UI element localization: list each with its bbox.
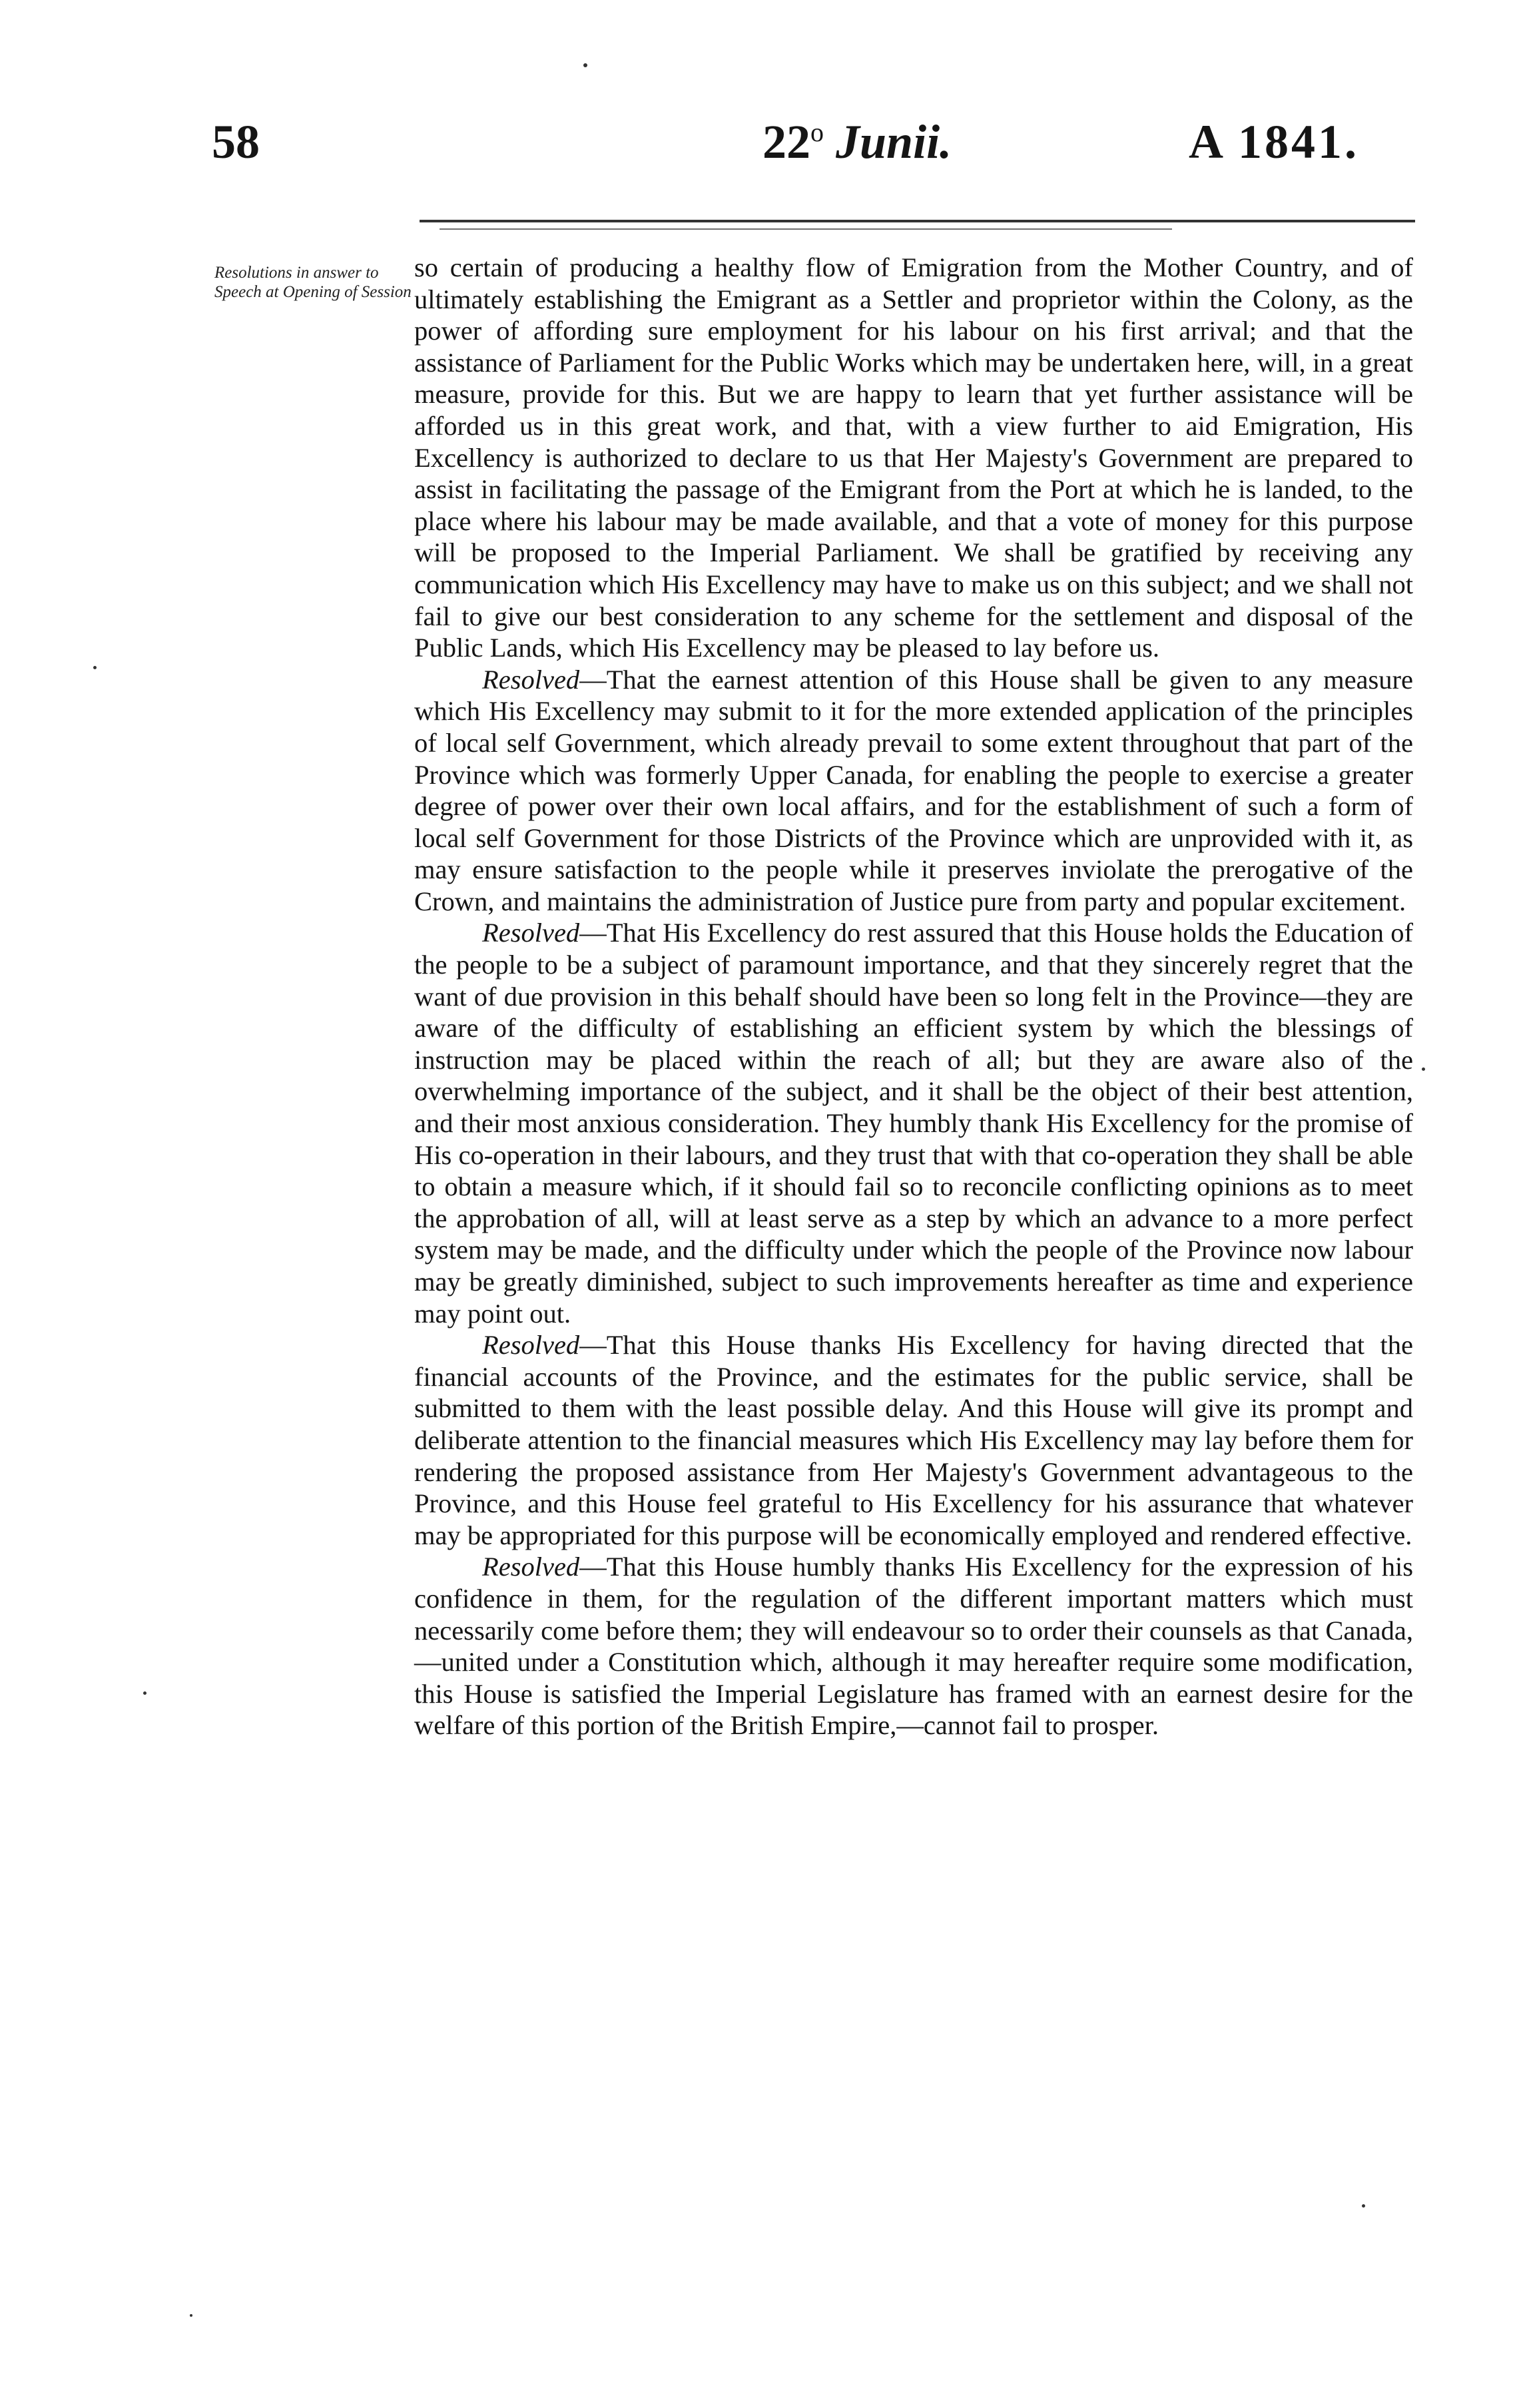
paragraph-text: —That this House thanks His Excellency for having directed that the financial accounts of the Province, and the estimates for the public service, shall be submitted to them with the least possible delay. And this House will give its prompt and deliberate attention to the financial measures which His Excellency may lay before them for rendering the proposed assistance from Her Majesty's Government advantageous to the Province, and this House feel grateful to His Excellency for his assurance that whatever may be appropriated for this purpose will be economically employed and rendered effective. <box>414 1330 1413 1550</box>
header-year: A 1841. <box>1189 115 1360 168</box>
paragraph-text: —That His Excellency do rest assured that this House holds the Education of the people to be a subject of paramount importance, and that they sincerely regret that the want of due provision in this behalf should have been so long felt in the Province—they are aware of the difficulty of establishing an efficient system by which the blessings of instruction may be placed within the reach of all; but they are aware also of the overwhelming importance of the subject, and it shall be the object of their best attention, and their most anxious consideration. They humbly thank His Excellency for the promise of His co-operation in their labours, and they trust that with that co-operation they shall be able to obtain a measure which, if it should fail so to reconcile conflicting opinions as to meet the approbation of all, will at least serve as a step by which an advance to a more perfect system may be made, and the difficulty under which the people of the Province now labour may be greatly diminished, subject to such improvements hereafter as time and experience may point out. <box>414 918 1413 1329</box>
resolution-paragraph <box>414 664 1413 918</box>
scan-speck <box>583 63 587 67</box>
header-rule <box>420 220 1415 222</box>
scan-speck <box>1362 2204 1365 2208</box>
resolution-paragraph <box>414 1329 1413 1551</box>
resolution-lead: Resolved <box>482 1330 580 1360</box>
resolution-lead: Resolved <box>482 918 580 948</box>
resolution-paragraph <box>414 917 1413 1329</box>
body-text <box>414 252 1413 1741</box>
page-number: 58 <box>212 115 260 168</box>
scan-speck <box>1422 1067 1425 1071</box>
header-date-month: Junii. <box>836 115 952 168</box>
page-header <box>0 0 1515 200</box>
paragraph-text: —That this House humbly thanks His Excellency for the expression of his confidence in them, for the regulation of the different important matters which must necessarily come before them; they will endeavour so to order their counsels as that Canada,—united under a Constitution which, although it may hereafter require some modification, this House is satisfied the Imperial Legislature has framed with an earnest desire for the welfare of this portion of the British Empire,—cannot fail to prosper. <box>414 1552 1413 1741</box>
header-date-day: 22 <box>762 115 810 168</box>
scan-speck <box>143 1691 147 1695</box>
scan-speck <box>93 666 97 669</box>
header-rule-thin <box>440 228 1172 230</box>
margin-note: Resolutions in answer to Speech at Opening of Session <box>214 264 412 301</box>
resolution-lead: Resolved <box>482 1552 580 1582</box>
paragraph <box>414 252 1413 664</box>
paragraph-text: —That the earnest attention of this House shall be given to any measure which His Excellency may submit to it for the more extended application of the principles of local self Government, which already prevail to some extent throughout that part of the Province which was formerly Upper Canada, for enabling the people to exercise a greater degree of power over their own local affairs, and for the establishment of such a form of local self Government for those Districts of the Province which are unprovided with it, as may ensure satisfaction to the people while it preserves inviolate the prerogative of the Crown, and maintains the administration of Justice pure from party and popular excitement. <box>414 664 1413 916</box>
header-date-sup: o <box>810 117 824 147</box>
header-date <box>762 115 952 170</box>
scan-speck <box>190 2314 192 2317</box>
paragraph-text: so certain of producing a healthy flow of Emigration from the Mother Country, and of ultimately establishing the Emigrant as a Settler and proprietor within the Colony, as the power of affording sure employment for his labour on his first arrival; and that the assistance of Parliament for the Public Works which may be undertaken here, will, in a great measure, provide for this. But we are happy to learn that yet further assistance will be afforded us in this great work, and that, with a view further to aid Emigration, His Excellency is authorized to declare to us that Her Majesty's Government are prepared to assist in facilitating the passage of the Emigrant from the Port at which he is landed, to the place where his labour may be made available, and that a vote of money for this purpose will be proposed to the Imperial Parliament. We shall be gratified by receiving any communication which His Excellency may have to make us on this subject; and we shall not fail to give our best consideration to any scheme for the settlement and disposal of the Public Lands, which His Excellency may be pleased to lay before us. <box>414 252 1413 663</box>
resolution-paragraph <box>414 1551 1413 1741</box>
resolution-lead: Resolved <box>482 664 580 695</box>
